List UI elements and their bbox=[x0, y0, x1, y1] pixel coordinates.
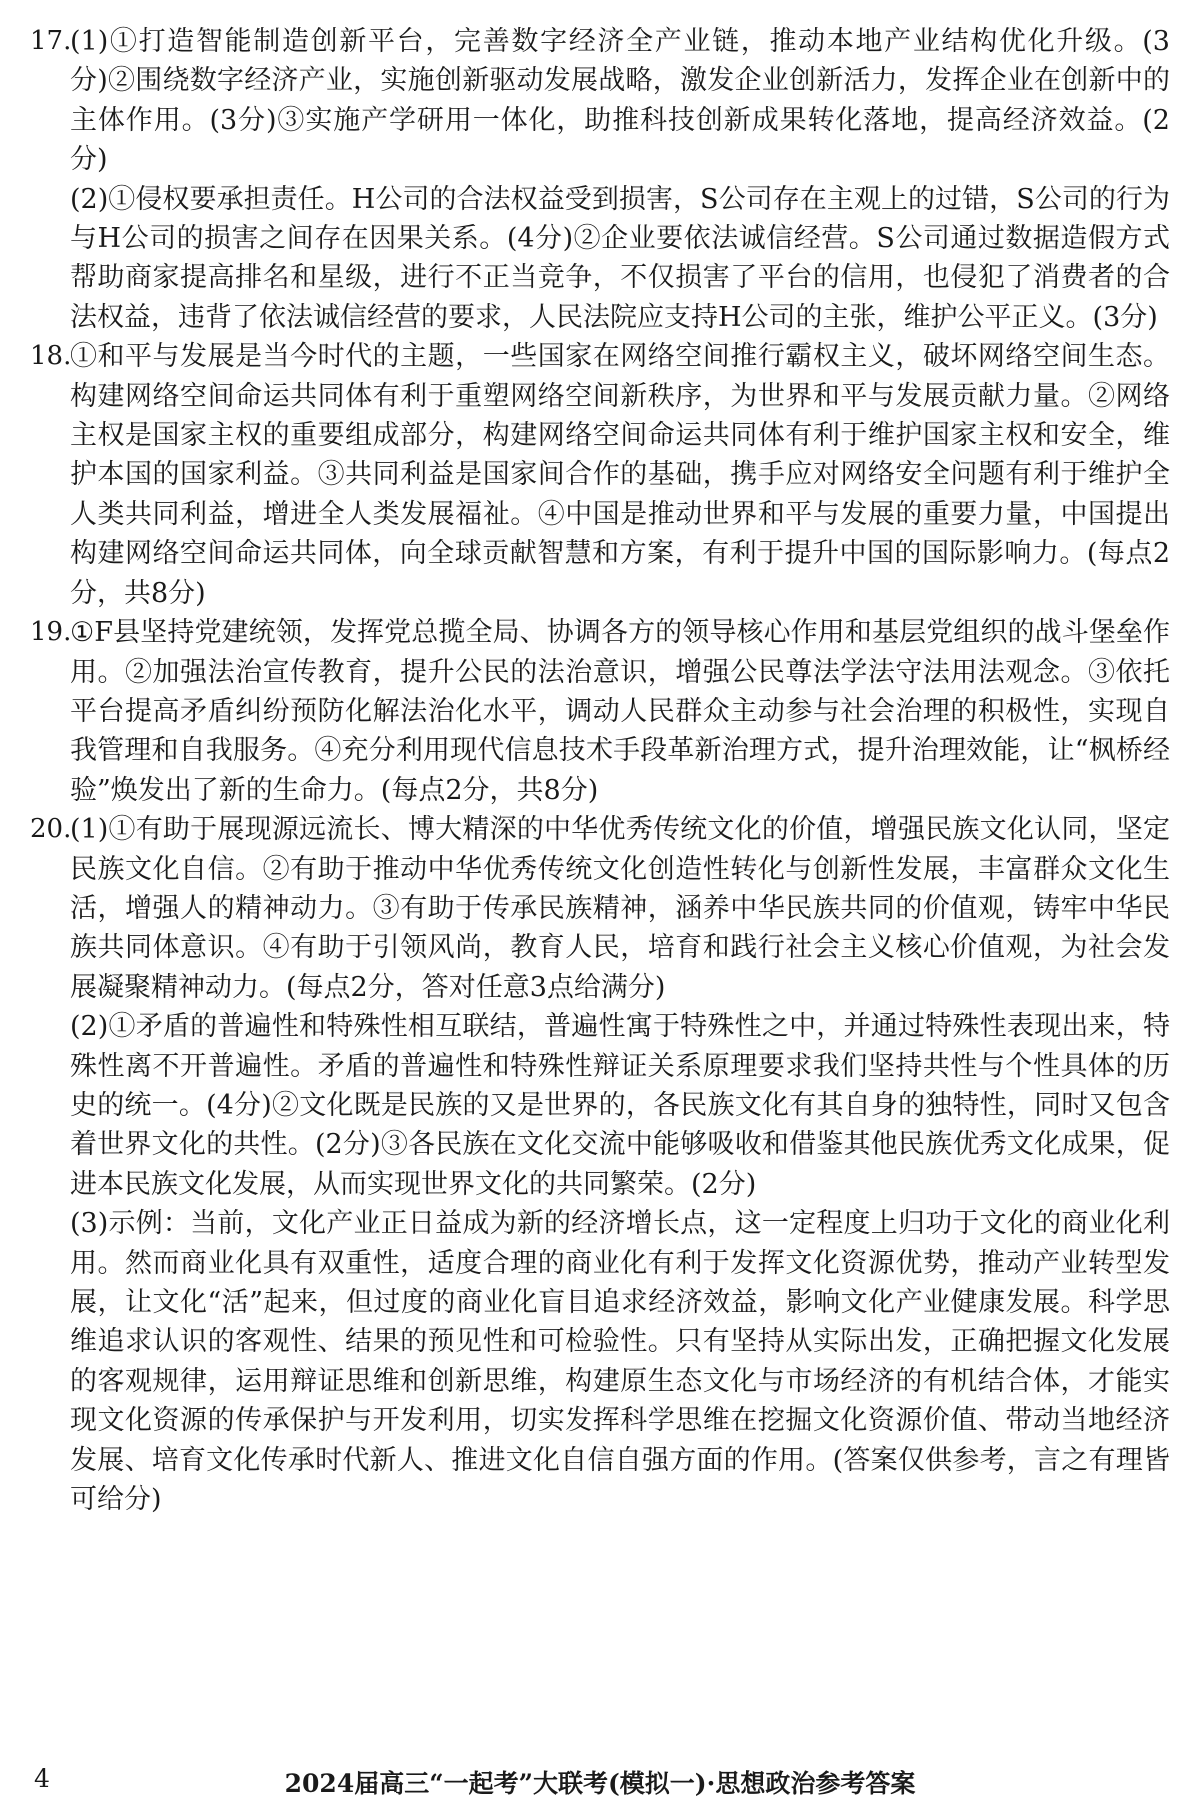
question-number: 17. bbox=[30, 26, 72, 56]
question-body bbox=[70, 337, 1170, 613]
answer-part-3: (3)示例：当前，文化产业正日益成为新的经济增长点，这一定程度上归功于文化的商业化利用。然而商业化具有双重性，适度合理的商业化有利于发挥文化资源优势，推动产业转型发展，让文化“活”起来，但过度的商业化盲目追求经济效益，影响文化产业健康发展。科学思维追求认识的客观性、结果的预见性和可检验性。只有坚持从实际出发，正确把握文化发展的客观规律，运用辩证思维和创新思维，构建原生态文化与市场经济的有机结合体，才能实现文化资源的传承保护与开发利用，切实发挥科学思维在挖掘文化资源价值、带动当地经济发展、培育文化传承时代新人、推进文化自信自强方面的作用。(答案仅供参考，言之有理皆可给分) bbox=[70, 1208, 1170, 1516]
page-number: 4 bbox=[34, 1764, 50, 1793]
question-number: 20. bbox=[30, 814, 72, 845]
answer-part-2: (2)①矛盾的普遍性和特殊性相互联结，普遍性寓于特殊性之中，并通过特殊性表现出来，特殊性离不开普遍性。矛盾的普遍性和特殊性辩证关系原理要求我们坚持共性与个性具体的历史的统一。(4分)②文化既是民族的又是世界的，各民族文化有其自身的独特性，同时又包含着世界文化的共性。(2分)③各民族在文化交流中能够吸收和借鉴其他民族优秀文化成果，促进本民族文化发展，从而实现世界文化的共同繁荣。(2分) bbox=[70, 1011, 1170, 1200]
question-body bbox=[70, 613, 1170, 810]
question-19 bbox=[30, 613, 1170, 810]
question-body bbox=[70, 810, 1170, 1519]
answers-content bbox=[30, 22, 1170, 1519]
question-number: 19. bbox=[30, 617, 72, 648]
question-number: 18. bbox=[30, 341, 72, 372]
answer-text: ①和平与发展是当今时代的主题，一些国家在网络空间推行霸权主义，破坏网络空间生态。构建网络空间命运共同体有利于重塑网络空间新秩序，为世界和平与发展贡献力量。②网络主权是国家主权的重要组成部分，构建网络空间命运共同体有利于维护国家主权和安全，维护本国的国家利益。③共同利益是国家间合作的基础，携手应对网络安全问题有利于维护全人类共同利益，增进全人类发展福祉。④中国是推动世界和平与发展的重要力量，中国提出构建网络空间命运共同体，向全球贡献智慧和方案，有利于提升中国的国际影响力。(每点2分，共8分) bbox=[70, 341, 1170, 609]
footer-title: 2024届高三“一起考”大联考(模拟一)·思想政治参考答案 bbox=[284, 1769, 916, 1798]
question-20 bbox=[30, 810, 1170, 1519]
question-17 bbox=[30, 22, 1170, 337]
answer-part-2: (2)①侵权要承担责任。H公司的合法权益受到损害，S公司存在主观上的过错，S公司的行为与H公司的损害之间存在因果关系。(4分)②企业要依法诚信经营。S公司通过数据造假方式帮助商家提高排名和星级，进行不正当竞争，不仅损害了平台的信用，也侵犯了消费者的合法权益，违背了依法诚信经营的要求，人民法院应支持H公司的主张，维护公平正义。(3分) bbox=[70, 183, 1170, 333]
answer-part-1: (1)①有助于展现源远流长、博大精深的中华优秀传统文化的价值，增强民族文化认同，坚定民族文化自信。②有助于推动中华优秀传统文化创造性转化与创新性发展，丰富群众文化生活，增强人的精神动力。③有助于传承民族精神，涵养中华民族共同的价值观，铸牢中华民族共同体意识。④有助于引领风尚，教育人民，培育和践行社会主义核心价值观，为社会发展凝聚精神动力。(每点2分，答对任意3点给满分) bbox=[70, 814, 1170, 1003]
answer-text: ①F县坚持党建统领，发挥党总揽全局、协调各方的领导核心作用和基层党组织的战斗堡垒作用。②加强法治宣传教育，提升公民的法治意识，增强公民尊法学法守法用法观念。③依托平台提高矛盾纠纷预防化解法治化水平，调动人民群众主动参与社会治理的积极性，实现自我管理和自我服务。④充分利用现代信息技术手段革新治理方式，提升治理效能，让“枫桥经验”焕发出了新的生命力。(每点2分，共8分) bbox=[70, 617, 1170, 806]
page-footer bbox=[0, 1764, 1200, 1804]
question-18 bbox=[30, 337, 1170, 613]
question-body bbox=[70, 22, 1170, 337]
answer-part-1: (1)①打造智能制造创新平台，完善数字经济全产业链，推动本地产业结构优化升级。(3分)②围绕数字经济产业，实施创新驱动发展战略，激发企业创新活力，发挥企业在创新中的主体作用。(3分)③实施产学研用一体化，助推科技创新成果转化落地，提高经济效益。(2分) bbox=[70, 26, 1170, 176]
